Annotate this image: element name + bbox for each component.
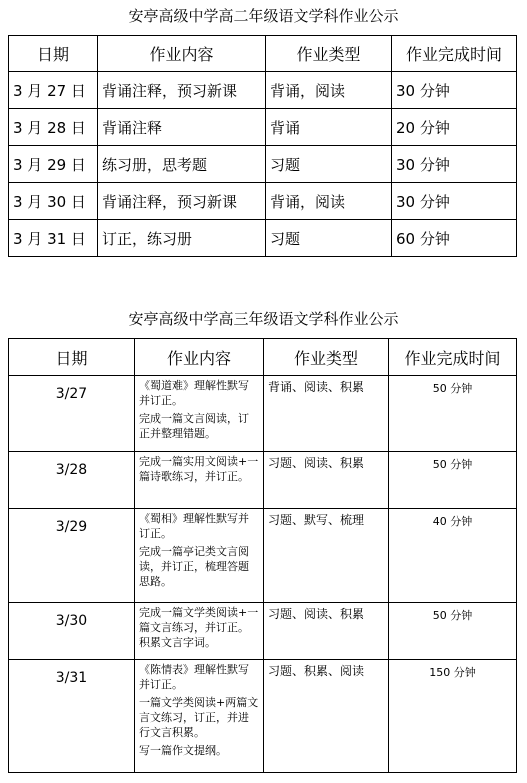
grade3-homework-table: [8, 338, 517, 773]
cell-date: 3 月 30 日: [9, 183, 98, 220]
table-row: [9, 109, 517, 146]
cell-content: [135, 376, 264, 452]
cell-time: 50 分钟: [389, 452, 517, 509]
cell-time: 20 分钟: [392, 109, 517, 146]
table-row: [9, 146, 517, 183]
cell-type: 背诵，阅读: [266, 72, 392, 109]
cell-type: 习题、默写、梳理: [264, 509, 389, 603]
table-row: [9, 603, 517, 660]
cell-date: 3 月 31 日: [9, 220, 98, 257]
cell-time: 30 分钟: [392, 146, 517, 183]
table-row: [9, 452, 517, 509]
header-type: 作业类型: [264, 339, 389, 376]
header-content: 作业内容: [135, 339, 264, 376]
cell-date: 3 月 28 日: [9, 109, 98, 146]
cell-date: 3/28: [9, 452, 135, 509]
cell-type: 背诵: [266, 109, 392, 146]
header-date: 日期: [9, 36, 98, 72]
content-line: 写一篇作文提纲。: [139, 744, 227, 757]
table-header-row: [9, 339, 517, 376]
cell-time: 150 分钟: [389, 660, 517, 773]
content-line: 一篇文学类阅读+两篇文言文练习，订正，并进行文言积累。: [139, 696, 259, 739]
content-line: 《陈情表》理解性默写并订正。: [139, 663, 249, 691]
table-row: [9, 183, 517, 220]
grade2-homework-table: [8, 35, 517, 257]
cell-content: [135, 660, 264, 773]
cell-date: 3/30: [9, 603, 135, 660]
cell-content: 背诵注释: [98, 109, 266, 146]
content-line: 《蜀道难》理解性默写并订正。: [139, 379, 249, 407]
header-date: 日期: [9, 339, 135, 376]
cell-time: 50 分钟: [389, 376, 517, 452]
table-row: [9, 509, 517, 603]
content-line: 完成一篇文学类阅读+一篇文言练习，并订正。积累文言字词。: [139, 606, 259, 649]
cell-type: 习题: [266, 220, 392, 257]
cell-content: 订正，练习册: [98, 220, 266, 257]
content-line: 《蜀相》理解性默写并订正。: [139, 512, 249, 540]
cell-type: 习题、阅读、积累: [264, 603, 389, 660]
table-row: [9, 376, 517, 452]
cell-type: 背诵、阅读、积累: [264, 376, 389, 452]
content-line: 完成一篇亭记类文言阅读，并订正，梳理答题思路。: [139, 545, 249, 588]
cell-date: 3 月 27 日: [9, 72, 98, 109]
table-row: [9, 660, 517, 773]
header-time: 作业完成时间: [392, 36, 517, 72]
cell-date: 3/31: [9, 660, 135, 773]
cell-time: 40 分钟: [389, 509, 517, 603]
cell-date: 3 月 29 日: [9, 146, 98, 183]
cell-time: 50 分钟: [389, 603, 517, 660]
cell-time: 30 分钟: [392, 72, 517, 109]
table-row: [9, 220, 517, 257]
cell-type: 习题、积累、阅读: [264, 660, 389, 773]
cell-time: 60 分钟: [392, 220, 517, 257]
header-time: 作业完成时间: [389, 339, 517, 376]
cell-type: 背诵，阅读: [266, 183, 392, 220]
grade3-title: 安亭高级中学高三年级语文学科作业公示: [128, 310, 399, 328]
cell-content: 练习册，思考题: [98, 146, 266, 183]
header-type: 作业类型: [266, 36, 392, 72]
cell-content: [135, 603, 264, 660]
cell-content: 背诵注释，预习新课: [98, 183, 266, 220]
cell-type: 习题、阅读、积累: [264, 452, 389, 509]
cell-time: 30 分钟: [392, 183, 517, 220]
cell-type: 习题: [266, 146, 392, 183]
content-line: 完成一篇实用文阅读+一篇诗歌练习，并订正。: [139, 455, 259, 483]
table-header-row: [9, 36, 517, 72]
cell-content: [135, 509, 264, 603]
header-content: 作业内容: [98, 36, 266, 72]
cell-content: 背诵注释，预习新课: [98, 72, 266, 109]
cell-date: 3/29: [9, 509, 135, 603]
grade2-title: 安亭高级中学高二年级语文学科作业公示: [128, 7, 399, 25]
cell-content: [135, 452, 264, 509]
cell-date: 3/27: [9, 376, 135, 452]
content-line: 完成一篇文言阅读，订正并整理错题。: [139, 412, 249, 440]
table-row: [9, 72, 517, 109]
